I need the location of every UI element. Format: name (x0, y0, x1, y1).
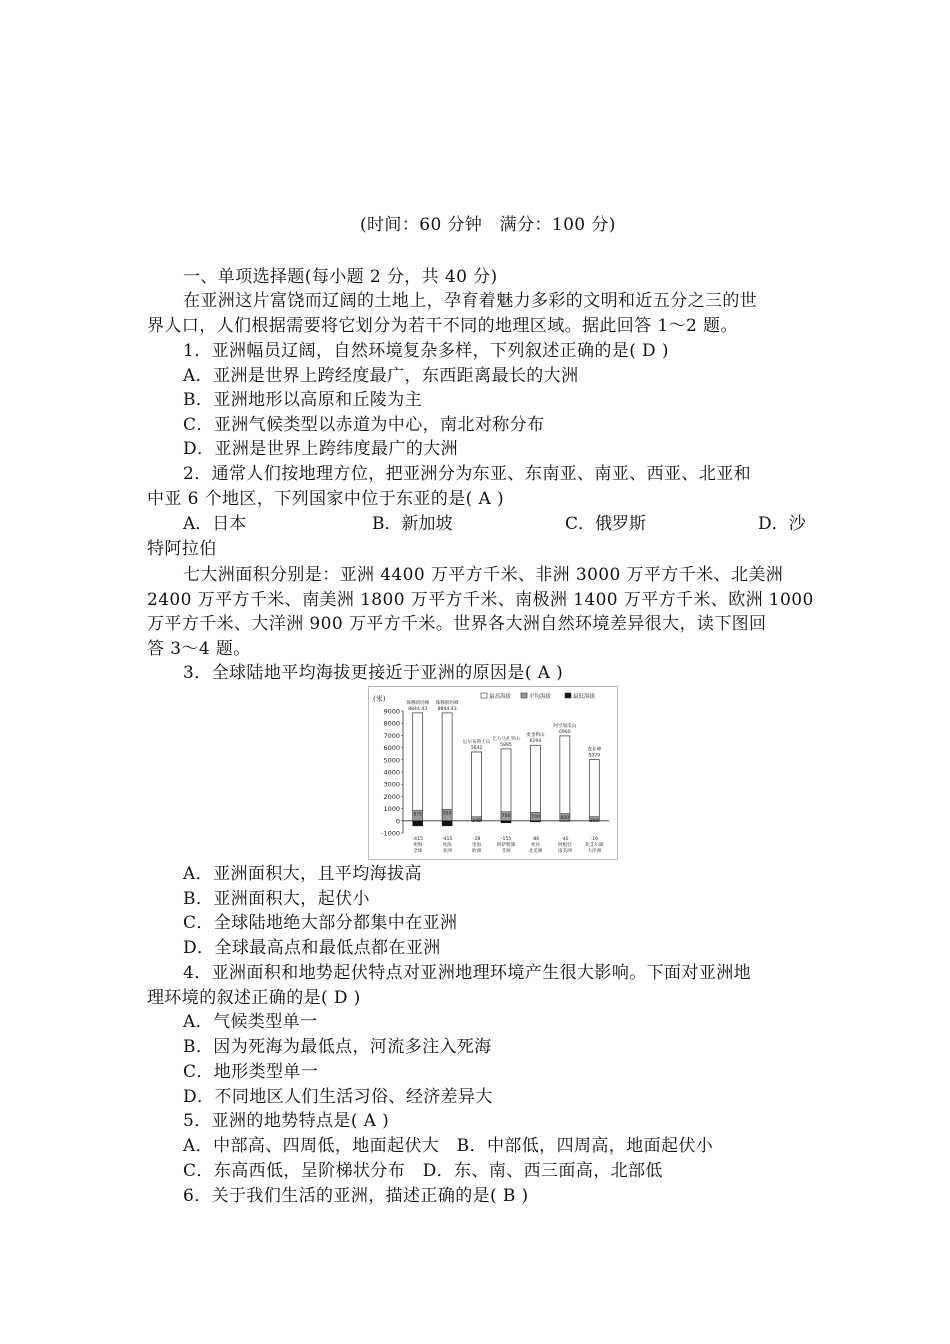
peak-name-label: 阿空加瓜山 (553, 723, 577, 729)
time-limit: (时间：60 分钟 满分：100 分) (360, 215, 616, 235)
elevation-chart-svg (369, 687, 617, 859)
category-label: 全球 (413, 849, 423, 854)
section-title: 一、单项选择题(每小题 2 分，共 40 分) (183, 267, 498, 287)
peak-name-label: 查亚峰 (587, 747, 602, 753)
highest-value-label: 8844.43 (408, 706, 428, 712)
category-label: 非洲 (501, 849, 511, 854)
category-label: 亚洲 (442, 849, 452, 854)
average-value-label: 350 (589, 819, 599, 825)
lowest-value-label: -86 (531, 837, 540, 842)
q6-stem: 6．关于我们生活的亚洲，描述正确的是( B ) (183, 1186, 529, 1206)
highest-value-label: 5895 (500, 742, 512, 748)
legend-swatch (521, 693, 527, 698)
elevation-chart (368, 686, 618, 860)
peak-name-label: 珠穆朗玛峰 (435, 700, 459, 706)
q4-option-c: C．地形类型单一 (183, 1062, 319, 1082)
y-tick-label: 5000 (383, 756, 400, 765)
bar-highest (501, 749, 511, 821)
q2-option-d-cont: 特阿拉伯 (147, 539, 217, 559)
lowest-place-label: 里海 (471, 843, 482, 848)
q1-option-b: B．亚洲地形以高原和丘陵为主 (183, 390, 423, 410)
category-label: 南美洲 (557, 849, 572, 854)
peak-name-label: 珠穆朗玛峰 (406, 700, 430, 706)
y-tick-label: 6000 (383, 744, 400, 753)
peak-name-label: 厄尔布鲁士山 (462, 739, 491, 745)
q3-option-a: A．亚洲面积大，且平均海拔高 (183, 864, 422, 884)
lowest-value-label: -155 (500, 837, 512, 842)
q1-option-d: D．亚洲是世界上跨纬度最广的大洲 (183, 439, 459, 459)
q2-option-b: B．新加坡 (372, 514, 453, 534)
q1-option-a: A．亚洲是世界上跨经度最广，东西距离最长的大洲 (183, 366, 579, 386)
intro2-line4: 答 3～4 题。 (147, 639, 251, 659)
q3-option-d: D．全球最高点和最低点都在亚洲 (183, 938, 441, 958)
category-label: 欧洲 (471, 849, 482, 854)
lowest-value-label: -28 (472, 837, 481, 842)
average-value-label: 600 (560, 815, 570, 821)
intro2-line1: 七大洲面积分别是：亚洲 4400 万平方千米、非洲 3000 万平方千米、北美洲 (183, 565, 784, 585)
q1-option-c: C．亚洲气候类型以赤道为中心，南北对称分布 (183, 415, 545, 435)
bar-highest (442, 713, 452, 821)
q3-option-c: C．全球陆地绝大部分都集中在亚洲 (183, 913, 458, 933)
y-tick-label: 4000 (383, 768, 400, 777)
q4-option-d: D．不同地区人们生活习俗、经济差异大 (183, 1087, 493, 1107)
highest-value-label: 6194 (529, 739, 542, 745)
y-tick-label: 2000 (383, 792, 400, 801)
bar-highest (530, 745, 540, 821)
intro2-line2: 2400 万平方千米、南美洲 1800 万平方千米、南极洲 1400 万平方千米、欧洲 1000 (147, 590, 814, 610)
lowest-place-label: 北艾尔湖 (585, 843, 604, 848)
q4-stem-line1: 4．亚洲面积和地势起伏特点对亚洲地理环境产生很大影响。下面对亚洲地 (183, 963, 752, 983)
category-label: 大洋洲 (587, 849, 602, 854)
lowest-place-label: 死谷 (530, 843, 541, 848)
q5-options-ab: A．中部高、四周低，地面起伏大 B．中部低，四周高，地面起伏小 (183, 1136, 714, 1156)
lowest-place-label: 阿根廷 (557, 843, 572, 848)
intro1-line1: 在亚洲这片富饶而辽阔的土地上，孕育着魅力多彩的文明和近五分之三的世 (183, 291, 758, 311)
y-tick-label: 9000 (383, 707, 400, 716)
lowest-place-label: 阿萨勒湖 (496, 843, 516, 848)
legend-label: 最低海拔 (573, 694, 596, 700)
bar-highest (472, 752, 482, 821)
lowest-place-label: 死海 (442, 843, 452, 848)
bar-lowest (501, 821, 511, 823)
y-tick-label: 8000 (383, 719, 400, 728)
q1-stem: 1．亚洲幅员辽阔，自然环境复杂多样，下列叙述正确的是( D ) (183, 341, 669, 361)
bar-highest (413, 713, 423, 821)
y-tick-label: -1000 (381, 829, 400, 838)
q2-option-d: D．沙 (758, 514, 806, 534)
q5-stem: 5．亚洲的地势特点是( A ) (183, 1111, 390, 1131)
legend-label: 平均海拔 (529, 694, 552, 700)
y-axis-title: (米) (373, 695, 386, 703)
q4-option-a: A．气候类型单一 (183, 1012, 318, 1032)
intro2-line3: 万平方千米、大洋洲 900 万平方千米。世界各大洲自然环境差异很大，读下图回 (147, 614, 767, 634)
bar-highest (560, 736, 570, 821)
average-value-label: 340 (472, 819, 481, 825)
intro1-line2: 界人口，人们根据需要将它划分为若干不同的地理区域。据此回答 1～2 题。 (147, 316, 738, 336)
peak-name-label: 乞力马扎罗山 (492, 736, 520, 742)
legend-swatch (481, 693, 487, 698)
lowest-place-label: 死海 (413, 843, 423, 848)
legend-swatch (565, 693, 571, 698)
bar-highest (589, 759, 599, 820)
lowest-value-label: -16 (590, 837, 599, 842)
average-value-label: 750 (501, 814, 511, 820)
q2-stem-line1: 2．通常人们按地理方位，把亚洲分为东亚、东南亚、南亚、西亚、北亚和 (183, 464, 752, 484)
q3-stem: 3．全球陆地平均海拔更接近于亚洲的原因是( A ) (183, 663, 564, 683)
q3-option-b: B．亚洲面积大，起伏小 (183, 889, 370, 909)
lowest-value-label: -415 (441, 837, 453, 842)
q2-option-a: A．日本 (183, 514, 247, 534)
y-tick-label: 1000 (383, 805, 400, 814)
q4-stem-line2: 理环境的叙述正确的是( D ) (147, 988, 361, 1008)
average-value-label: 700 (531, 814, 540, 820)
highest-value-label: 5642 (470, 745, 483, 751)
q2-option-c: C．俄罗斯 (565, 514, 647, 534)
q5-options-cd: C．东高西低，呈阶梯状分布 D．东、南、西三面高，北部低 (183, 1161, 663, 1181)
bar-lowest (530, 821, 540, 822)
highest-value-label: 8844.43 (437, 706, 457, 712)
y-tick-label: 0 (395, 817, 400, 826)
y-tick-label: 7000 (383, 731, 400, 740)
average-value-label: 875 (413, 812, 423, 818)
peak-name-label: 麦金利山 (526, 733, 545, 739)
y-tick-label: 3000 (383, 780, 400, 789)
bar-lowest (442, 821, 452, 826)
q2-stem-line2: 中亚 6 个地区，下列国家中位于东亚的是( A ) (147, 489, 504, 509)
average-value-label: 950 (442, 811, 452, 817)
highest-value-label: 5029 (588, 753, 601, 759)
lowest-value-label: -40 (561, 837, 569, 842)
lowest-value-label: -415 (412, 837, 423, 842)
highest-value-label: 6960 (559, 729, 571, 735)
category-label: 北美洲 (528, 849, 543, 854)
legend-label: 最高海拔 (489, 694, 512, 700)
q4-option-b: B．因为死海为最低点，河流多注入死海 (183, 1037, 492, 1057)
bar-lowest (413, 821, 423, 826)
